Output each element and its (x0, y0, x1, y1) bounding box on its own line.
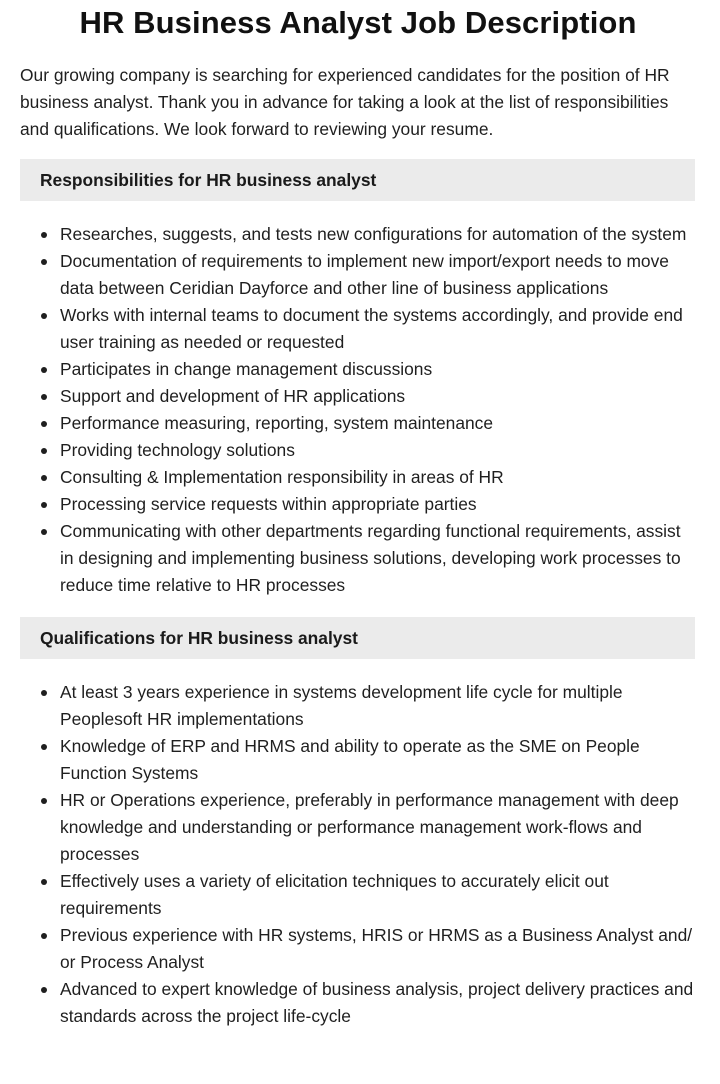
bullet-icon (41, 502, 47, 508)
bullet-icon (41, 448, 47, 454)
list-item (20, 787, 696, 868)
list-item (20, 464, 696, 491)
bullet-icon (41, 879, 47, 885)
list-item-text: Participates in change management discussions (60, 359, 433, 379)
list-item-text: Support and development of HR applications (60, 386, 406, 406)
bullet-icon (41, 690, 47, 696)
list-item-text: Consulting & Implementation responsibility in areas of HR (60, 467, 504, 487)
list-item (20, 248, 696, 302)
list-item-text: Advanced to expert knowledge of business analysis, project delivery practices and standards across the project life-cycle (60, 979, 694, 1026)
list-item (20, 491, 696, 518)
list-item-text: Works with internal teams to document the systems accordingly, and provide end user training as needed or requested (60, 305, 683, 352)
list-item (20, 410, 696, 437)
page-title: HR Business Analyst Job Description (79, 5, 637, 40)
bullet-icon (41, 421, 47, 427)
responsibilities-heading: Responsibilities for HR business analyst (20, 159, 695, 201)
list-item-text: HR or Operations experience, preferably in performance management with deep knowledge and understanding or performance management work-flows and processes (60, 790, 679, 864)
list-item-text: Documentation of requirements to implement new import/export needs to move data between Ceridian Dayforce and other line of business applications (60, 251, 669, 298)
list-item-text: Performance measuring, reporting, system maintenance (60, 413, 494, 433)
qualifications-heading: Qualifications for HR business analyst (20, 617, 695, 659)
list-item (20, 733, 696, 787)
bullet-icon (41, 259, 47, 265)
bullet-icon (41, 933, 47, 939)
list-item (20, 922, 696, 976)
bullet-icon (41, 798, 47, 804)
list-item-text: Previous experience with HR systems, HRIS or HRMS as a Business Analyst and/ or Process Analyst (60, 925, 693, 972)
list-item-text: At least 3 years experience in systems development life cycle for multiple Peoplesoft HR implementations (60, 682, 623, 729)
list-item-text: Effectively uses a variety of elicitation techniques to accurately elicit out requirements (60, 871, 609, 918)
list-item-text: Processing service requests within appropriate parties (60, 494, 477, 514)
qualifications-list (20, 679, 696, 1030)
list-item-text: Researches, suggests, and tests new configurations for automation of the system (60, 224, 687, 244)
bullet-icon (41, 394, 47, 400)
list-item (20, 679, 696, 733)
bullet-icon (41, 367, 47, 373)
bullet-icon (41, 529, 47, 535)
list-item (20, 976, 696, 1030)
list-item-text: Providing technology solutions (60, 440, 295, 460)
bullet-icon (41, 987, 47, 993)
responsibilities-list (20, 221, 696, 599)
bullet-icon (41, 744, 47, 750)
list-item-text: Knowledge of ERP and HRMS and ability to operate as the SME on People Function Systems (60, 736, 640, 783)
list-item (20, 221, 696, 248)
list-item (20, 383, 696, 410)
bullet-icon (41, 313, 47, 319)
list-item (20, 356, 696, 383)
list-item-text: Communicating with other departments regarding functional requirements, assist in designing and implementing business solutions, developing work processes to reduce time relative to HR processes (60, 521, 681, 595)
intro-paragraph: Our growing company is searching for experienced candidates for the position of HR business analyst. Thank you in advance for taking a look at the list of responsibilities and qualifications. We look forward to reviewing your resume. (20, 65, 670, 139)
bullet-icon (41, 232, 47, 238)
list-item (20, 302, 696, 356)
list-item (20, 518, 696, 599)
list-item (20, 868, 696, 922)
bullet-icon (41, 475, 47, 481)
list-item (20, 437, 696, 464)
